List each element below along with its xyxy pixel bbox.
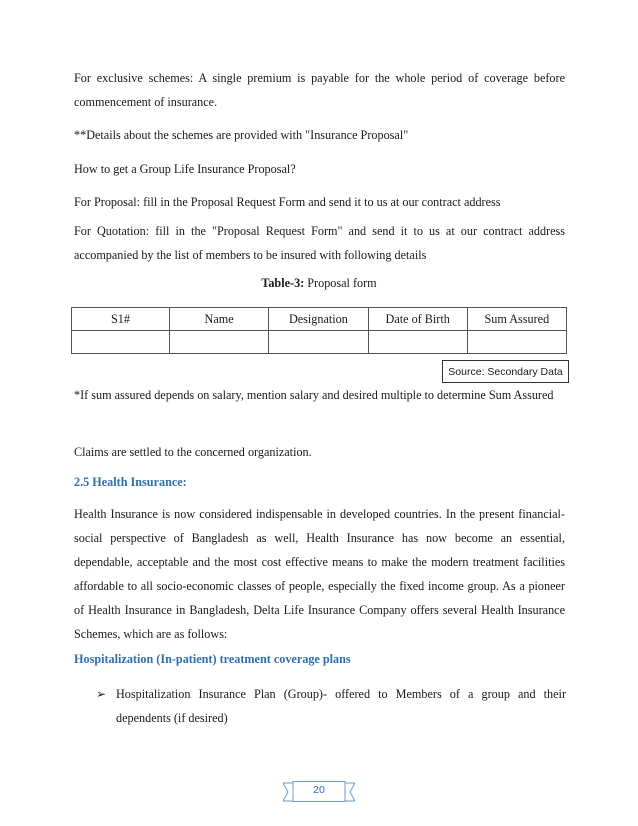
paragraph-health-insurance: Health Insurance is now considered indispensable in developed countries. In the present financial-social perspective of Bangladesh as well, Health Insurance has now become an essential, dependable, acceptable and the most cost effective means to make the modern treatment facilities affordable to all socio-economic classes of people, especially the fixed income group. As a pioneer of Health Insurance in Bangladesh, Delta Life Insurance Company offers several Health Insurance Schemes, which are as follows: — [74, 507, 565, 641]
paragraph-for-proposal: For Proposal: fill in the Proposal Request Form and send it to us at our contract address — [74, 195, 501, 209]
paragraph-details-note: **Details about the schemes are provided with "Insurance Proposal" — [74, 128, 409, 142]
table-header-row — [72, 308, 567, 331]
table-cell — [170, 331, 269, 354]
subheading-hospitalization: Hospitalization (In-patient) treatment coverage plans — [74, 652, 351, 666]
bullet-item — [96, 682, 566, 730]
arrow-bullet-icon: ➢ — [96, 687, 107, 701]
table-cell — [467, 331, 566, 354]
paragraph-exclusive-schemes: For exclusive schemes: A single premium is payable for the whole period of coverage before commencement of insurance. — [74, 71, 565, 109]
table-cell — [269, 331, 369, 354]
paragraph-for-quotation: For Quotation: fill in the "Proposal Request Form" and send it to us at our contract address accompanied by the list of members to be insured with following details — [74, 224, 565, 262]
header-cell-name: Name — [170, 308, 269, 331]
proposal-form-table — [71, 307, 567, 354]
bullet-text: Hospitalization Insurance Plan (Group)- offered to Members of a group and their dependents (if desired) — [116, 687, 566, 725]
table-caption — [0, 276, 638, 291]
table-cell — [368, 331, 467, 354]
paragraph-claims: Claims are settled to the concerned organization. — [74, 445, 312, 459]
table-caption-text: Proposal form — [304, 276, 377, 290]
page-number-badge — [283, 781, 355, 803]
paragraph-sum-assured-note: *If sum assured depends on salary, mention salary and desired multiple to determine Sum Assured — [74, 388, 554, 402]
header-cell-designation: Designation — [269, 308, 369, 331]
header-cell-date-of-birth: Date of Birth — [368, 308, 467, 331]
source-label: Source: Secondary Data — [442, 360, 569, 383]
table-cell — [72, 331, 170, 354]
table-caption-label: Table-3: — [261, 276, 305, 290]
section-heading-health-insurance: 2.5 Health Insurance: — [74, 475, 187, 489]
header-cell-sum-assured: Sum Assured — [467, 308, 566, 331]
page-number: 20 — [313, 784, 325, 796]
header-cell-s1: S1# — [72, 308, 170, 331]
paragraph-how-to-get: How to get a Group Life Insurance Proposal? — [74, 162, 296, 176]
table-row — [72, 331, 567, 354]
